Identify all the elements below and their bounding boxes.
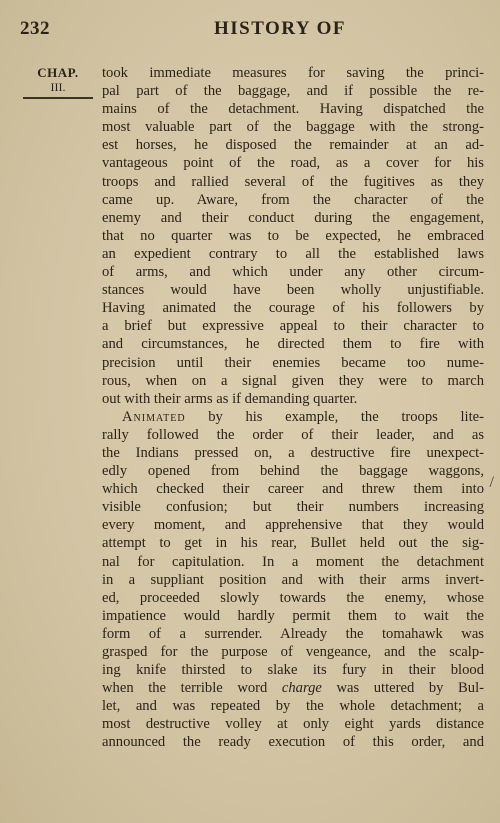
page-number: 232 [20, 18, 50, 39]
text-line: stances would have been wholly unjustifiable. [102, 282, 484, 299]
paragraph-2 [102, 408, 484, 752]
text-line: visible confusion; but their numbers increasing [102, 499, 484, 516]
text-line: ing knife thirsted to slake its fury in their blood [102, 662, 484, 679]
text-line: an expedient contrary to all the established laws [102, 245, 484, 262]
text-line: and circumstances, he directed them to fire with [102, 336, 484, 353]
text-line: mains of the detachment. Having dispatched the [102, 101, 484, 118]
text-span: was uttered by Bul- [321, 680, 484, 697]
text-line: took immediate measures for saving the princi- [102, 65, 484, 81]
text-line: form of a surrender. Already the tomahawk was [102, 625, 484, 642]
text-line: precision until their enemies became too nume- [102, 354, 484, 371]
text-line-charge [102, 679, 484, 697]
text-line: in a suppliant position and with their arms invert- [102, 571, 484, 588]
text-line: ed, proceeded slowly towards the enemy, whose [102, 589, 484, 606]
text-line: impatience would hardly permit them to wait the [102, 607, 484, 624]
chapter-rule [23, 97, 93, 99]
chapter-number: III. [50, 80, 66, 94]
text-line: edly opened from behind the baggage waggons, [102, 463, 484, 480]
running-head: HISTORY OF [213, 18, 347, 39]
text-line: grasped for the purpose of vengeance, and the scalp- [102, 644, 484, 660]
text-line: pal part of the baggage, and if possible the re- [102, 83, 484, 100]
text-line-first [102, 408, 484, 426]
text-line: Having animated the courage of his followers by [102, 300, 484, 317]
text-line: a brief but expressive appeal to their character to [102, 318, 484, 335]
text-line: nal for capitulation. In a moment the detachment [102, 553, 484, 570]
text-span: by his example, the troops lite- [185, 408, 484, 425]
text-line: est horses, he disposed the remainder at an ad- [102, 137, 484, 154]
text-line: which checked their career and threw them into [102, 481, 484, 498]
text-line: came up. Aware, from the character of the [102, 191, 484, 208]
paragraph-1 [102, 64, 484, 408]
chapter-marginal-note [22, 66, 94, 99]
body-text [102, 64, 484, 752]
chapter-label: CHAP. [37, 65, 79, 80]
text-line: troops and rallied several of the fugitives as they [102, 173, 484, 190]
text-line: most valuable part of the baggage with the strong- [102, 119, 484, 136]
text-line: vantageous point of the road, as a cover for his [102, 155, 484, 172]
margin-pencil-mark: / [489, 474, 494, 491]
text-line: every moment, and apprehensive that they would [102, 517, 484, 534]
text-line: of arms, and which under any other circum- [102, 264, 484, 281]
text-line: let, and was repeated by the whole detachment; a [102, 698, 484, 715]
text-line: attempt to get in his rear, Bullet held out the sig- [102, 535, 484, 552]
text-span: when the terrible word [102, 680, 282, 697]
text-line: out with their arms as if demanding quarter. [102, 390, 358, 407]
text-line: rally followed the order of their leader, and as [102, 426, 484, 443]
italic-word-charge: charge [281, 680, 322, 697]
text-line: most destructive volley at only eight yards distance [102, 716, 484, 733]
text-line: that no quarter was to be expected, he embraced [102, 227, 484, 244]
text-line: enemy and their conduct during the engagement, [102, 209, 484, 226]
page-header [20, 18, 480, 44]
text-line: the Indians pressed on, a destructive fire unexpect- [102, 444, 484, 461]
text-line: announced the ready execution of this order, and [102, 734, 484, 751]
text-line: rous, when on a signal given they were to march [102, 372, 484, 389]
lead-word: Animated [122, 408, 186, 425]
